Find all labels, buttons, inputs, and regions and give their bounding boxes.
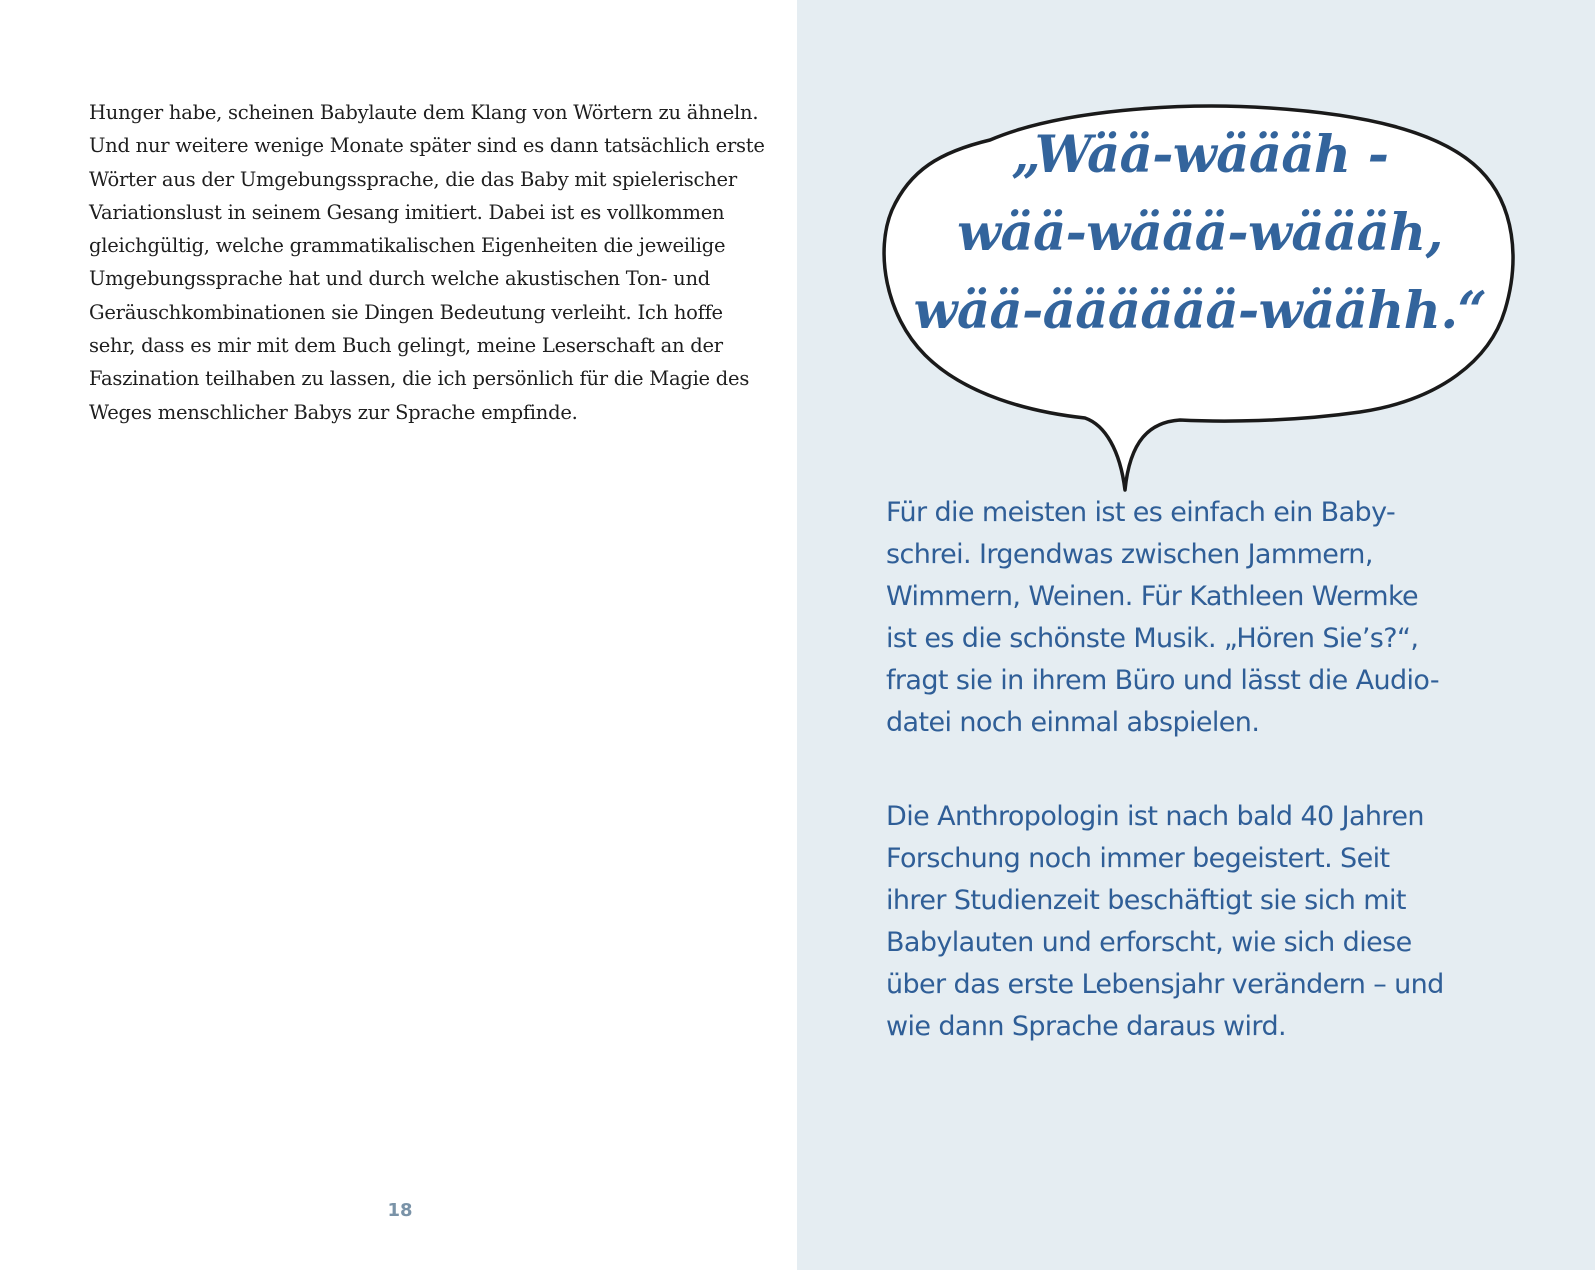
quote-line: „Wää-wäääh - — [1011, 125, 1389, 185]
body-line: Variationslust in seinem Gesang imitiert. Dabei ist es vollkommen — [89, 200, 725, 224]
body-line: sehr, dass es mir mit dem Buch gelingt, meine Leserschaft an der — [89, 334, 723, 358]
intro-line: Die Anthropologin ist nach bald 40 Jahren — [886, 801, 1424, 832]
intro-line: über das erste Lebensjahr verändern – und — [886, 969, 1444, 1000]
intro-line: Babylauten und erforscht, wie sich diese — [886, 927, 1412, 958]
intro-line: ihrer Studienzeit beschäftigt sie sich mit — [886, 885, 1406, 916]
body-line: Geräuschkombinationen sie Dingen Bedeutung verleiht. Ich hoffe — [89, 300, 723, 324]
intro-line: ist es die schönste Musik. „Hören Sie’s?“, — [886, 623, 1419, 654]
quote-line: wää-ääääää-wäähh.“ — [913, 281, 1487, 341]
intro-line: schrei. Irgendwas zwischen Jammern, — [886, 539, 1373, 570]
body-line: Faszination teilhaben zu lassen, die ich persönlich für die Magie des — [89, 367, 750, 391]
left-page — [0, 0, 797, 1270]
body-line: Wörter aus der Umgebungssprache, die das Baby mit spielerischer — [89, 167, 737, 191]
intro-line: Für die meisten ist es einfach ein Baby- — [886, 497, 1396, 528]
intro-paragraph-2 — [886, 796, 1526, 1048]
speech-bubble-quote — [910, 116, 1490, 350]
intro-line: datei noch einmal abspielen. — [886, 707, 1260, 738]
body-line: Umgebungssprache hat und durch welche akustischen Ton- und — [89, 267, 710, 291]
intro-paragraph-1 — [886, 492, 1526, 744]
body-text — [89, 96, 765, 429]
body-line: Und nur weitere wenige Monate später sind es dann tatsächlich erste — [89, 134, 765, 158]
intro-line: Wimmern, Weinen. Für Kathleen Wermke — [886, 581, 1419, 612]
quote-line: wää-wäää-wäääh, — [957, 203, 1443, 263]
body-line: Weges menschlicher Babys zur Sprache empfinde. — [89, 400, 578, 424]
intro-line: fragt sie in ihrem Büro und lässt die Audio- — [886, 665, 1439, 696]
page-number: 18 — [387, 1200, 413, 1221]
body-line: Hunger habe, scheinen Babylaute dem Klang von Wörtern zu ähneln. — [89, 101, 759, 124]
intro-line: wie dann Sprache daraus wird. — [886, 1011, 1286, 1042]
intro-line: Forschung noch immer begeistert. Seit — [886, 843, 1390, 874]
body-line: gleichgültig, welche grammatikalischen Eigenheiten die jeweilige — [89, 234, 726, 258]
